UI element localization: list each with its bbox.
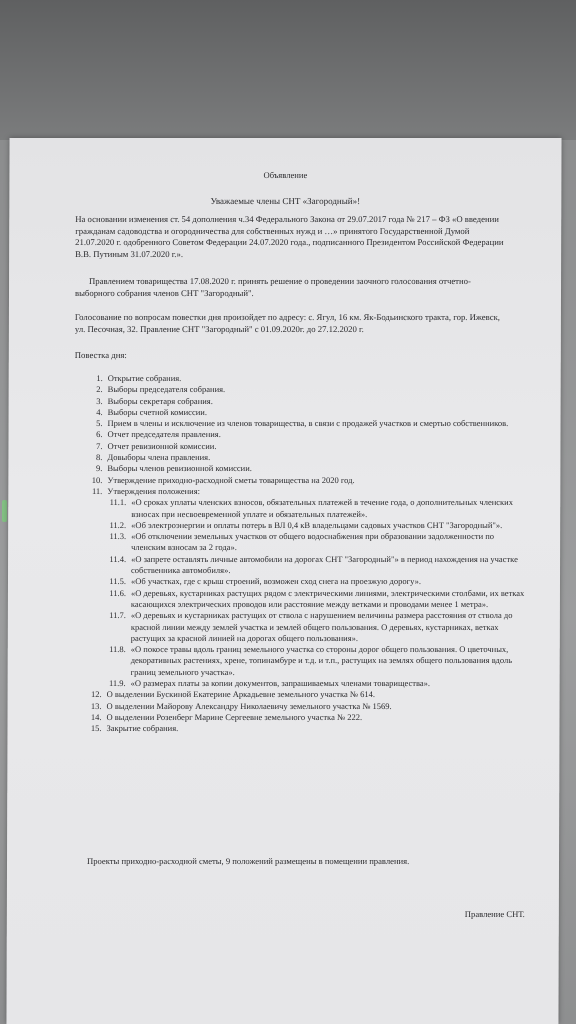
agenda-item-text: Выборы секретаря собрания. [107, 395, 213, 406]
agenda-item-text: О выделении Майорову Александру Николаевичу земельного участка № 1569. [106, 700, 392, 711]
agenda-subitem-number: 11.3. [109, 531, 127, 542]
paragraph-voting-address: Голосование по вопросам повестки дня произойдет по адресу: с. Ягул, 16 км. Як-Бодьинского тракта, гор. Ижевск, ул. Песочная, 32. Правление СНТ "Загородный" с 01.09.2020г. до 27.12.2020 г. [74, 312, 500, 334]
agenda-item [78, 452, 528, 463]
green-sticker-mark [2, 500, 7, 522]
agenda-subitem [78, 497, 528, 520]
agenda-item-text: Выборы членов ревизионной комиссии. [107, 463, 252, 474]
agenda-item-number: 13. [90, 700, 102, 711]
agenda-item-number: 14. [90, 711, 102, 722]
agenda-item [78, 441, 528, 452]
agenda-subitem-text: «О деревьях и кустарниках растущих от ствола с нарушением величины размера расстояния от ствола до красной линии между землей участка и землей общего пользования. О деревьях, кустарниках, ветках растущих за красной линией на дорогах общего пользования». [130, 610, 513, 643]
agenda-heading: Повестка дня: [74, 350, 127, 360]
agenda-item-number: 11. [91, 485, 103, 496]
agenda-item-number: 8. [96, 452, 103, 463]
agenda-item-text: Выборы счетной комиссии. [107, 406, 207, 417]
agenda-subitem-number: 11.6. [109, 587, 126, 598]
agenda-item-number: 3. [96, 395, 103, 406]
paragraph-legal-basis: На основании изменения ст. 54 дополнения ч.34 Федерального Закона от 29.07.2017 года № 217 – ФЗ «О введении гражданам садоводства и огородничества для собственных нужд и …» принятого Государственной Думой 21.07.2020 г. одобренного Советом Федерации 24.07.2020 года., подписанного Президентом Российской Федерации В.В. Путиным 31.07.2020 г.». [75, 214, 504, 259]
agenda-item-number: 6. [96, 429, 103, 440]
agenda-subitem-number: 11.1. [109, 497, 127, 508]
agenda-item [78, 463, 528, 474]
agenda-item-number: 12. [90, 689, 102, 700]
background-wall [0, 0, 576, 140]
agenda-item-text: Утверждение приходно-расходной сметы товарищества на 2020 год. [107, 474, 355, 485]
agenda-item [78, 712, 528, 723]
agenda-subitem-number: 11.2. [109, 519, 127, 530]
agenda-item [79, 407, 529, 418]
agenda-item [79, 418, 529, 429]
agenda-subitem-text: «О размерах платы за копии документов, запрашиваемых членами товарищества». [130, 678, 431, 689]
agenda-subitem-text: «О покосе травы вдоль границ земельного участка со стороны дорог общего пользования. О цветочных, декоративных растениях, хрене, топинамбуре и т.д. и т.п., растущих на землях общего пользования вдоль границ земельного участка». [130, 644, 513, 677]
paragraph-board-decision: Правлением товарищества 17.08.2020 г. принять решение о проведении заочного голосования отчетно-выборного собрания членов СНТ "Загородный". [74, 276, 471, 298]
agenda-item-text: Отчет ревизионной комиссии. [107, 440, 217, 451]
agenda-subitem-number: 11.7. [109, 610, 126, 621]
signature: Правление СНТ. [464, 909, 525, 919]
agenda-item [78, 486, 528, 497]
agenda-subitem [78, 678, 528, 689]
agenda-item [78, 689, 528, 700]
agenda-subitem-number: 11.9. [108, 678, 126, 689]
agenda-list [77, 373, 528, 735]
agenda-subitem [78, 576, 528, 587]
agenda-item [79, 384, 529, 395]
agenda-item [78, 701, 528, 712]
agenda-subitem [78, 531, 528, 554]
agenda-subitem-text: «Об участках, где с крыш строений, возможен сход снега на проезжую дорогу». [130, 576, 421, 587]
agenda-item-text: О выделении Бускиной Екатерине Аркадьевне земельного участка № 614. [106, 689, 376, 700]
agenda-subitem [78, 644, 528, 678]
agenda-subitem-number: 11.8. [109, 644, 126, 655]
agenda-item [77, 723, 527, 734]
agenda-subitem-text: «Об электроэнергии и оплаты потерь в ВЛ 0,4 кВ владельцами садовых участков СНТ "Загородный"». [131, 519, 503, 530]
agenda-item-number: 1. [96, 373, 103, 383]
agenda-item [78, 429, 528, 440]
agenda-item-text: Закрытие собрания. [106, 723, 179, 734]
agenda-item-text: О выделении Розенберг Марине Сергеевне земельного участка № 222. [106, 711, 363, 722]
agenda-item-number: 7. [96, 440, 103, 451]
agenda-item [79, 396, 529, 407]
notice-paper [6, 138, 561, 1024]
agenda-subitem-text: «О сроках уплаты членских взносов, обязательных платежей в течение года, о дополнительных членских взносах при несвоевременной уплате и обязательных платежей». [131, 497, 514, 519]
agenda-item-text: Отчет председателя правления. [107, 429, 221, 440]
agenda-subitem [78, 520, 528, 531]
agenda-item [79, 373, 529, 384]
agenda-subitem-text: «О запрете оставлять личные автомобили на дорогах СНТ "Загородный"» в период нахождения на участке собственника автомобиля». [131, 553, 518, 576]
agenda-item-number: 10. [91, 474, 103, 485]
agenda-subitem [78, 588, 528, 611]
agenda-subitem-number: 11.5. [109, 576, 127, 587]
agenda-subitem-text: «Об отключении земельных участков от общего водоснабжения при образовании задолженности по членским взносам за 2 года». [131, 531, 495, 553]
agenda-subitem-text: «О деревьях, кустарниках растущих рядом с электрическими линиями, электрическими столбами, их ветках касающихся электрических проводов или расстояние между ветками и проводами менее 1 метра». [130, 587, 525, 609]
agenda-item-text: Утверждения положения: [107, 485, 201, 496]
agenda-item-number: 4. [96, 406, 103, 417]
agenda-subitem [78, 610, 528, 644]
agenda-item-text: Открытие собрания. [107, 373, 182, 383]
agenda-item-text: Прием в члены и исключение из членов товарищества, в связи с продажей участков и смертью собственников. [107, 418, 509, 429]
agenda-subitem-number: 11.4. [109, 553, 127, 564]
agenda-item-number: 9. [96, 463, 103, 474]
agenda-item-number: 2. [96, 384, 103, 395]
notice-greeting: Уважаемые члены СНТ «Загородный»! [210, 196, 361, 206]
agenda-item-text: Довыборы члена правления. [107, 452, 211, 463]
agenda-item [78, 475, 528, 486]
agenda-item-number: 5. [96, 418, 103, 429]
agenda-item-number: 15. [90, 723, 102, 734]
agenda-item-text: Выборы председателя собрания. [107, 384, 226, 395]
notice-title: Объявление [263, 170, 308, 180]
footer-note: Проекты приходно-расходной сметы, 9 положений размещены в помещении правления. [87, 856, 410, 866]
agenda-subitem [78, 554, 528, 577]
